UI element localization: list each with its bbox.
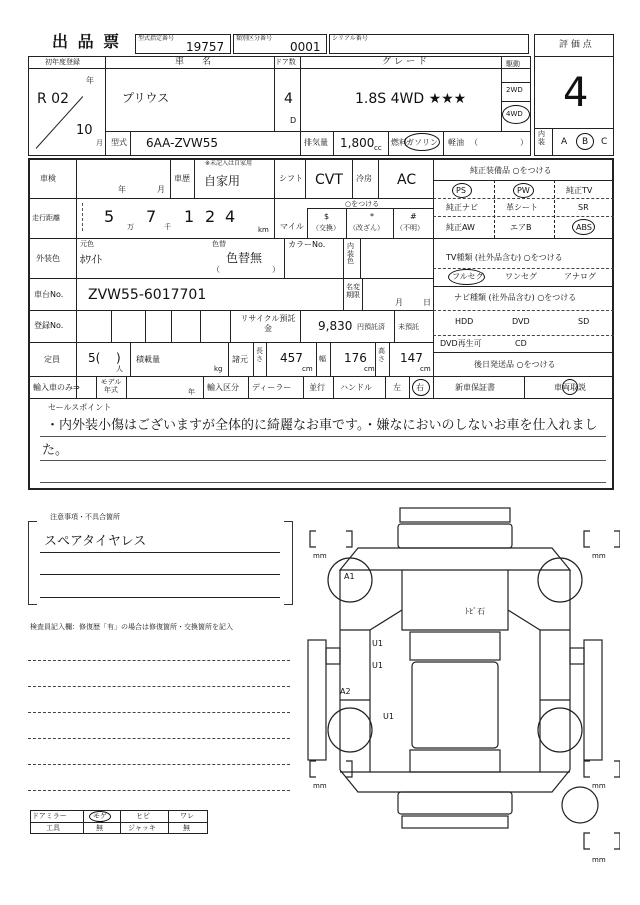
- sales-line1: ・内外装小傷はございますが全体的に綺麗なお車です。・嫌なにおいのしないお車を仕入れまし: [46, 418, 598, 433]
- wid-label: 幅: [319, 355, 326, 363]
- tv-analog: アナログ: [564, 272, 596, 281]
- drive-2wd: 2WD: [506, 86, 523, 94]
- mileage-mark-note: ○をつける: [345, 200, 380, 208]
- tool-value: 無: [96, 824, 103, 832]
- shift-label: シフト: [279, 174, 303, 183]
- displacement-value: 1,800: [340, 136, 375, 150]
- equip-navi: 純正ナビ: [446, 203, 478, 212]
- doors-label: ドア数: [275, 58, 296, 66]
- dims-label: 諸元: [232, 355, 248, 364]
- equip-airbag: エアB: [510, 223, 532, 232]
- mileage-mile: マイル: [280, 222, 304, 231]
- handle-left: 左: [393, 383, 401, 392]
- shaken-month: 月: [157, 185, 165, 194]
- sales-line2: た。: [42, 443, 69, 458]
- interior-b: B: [582, 137, 589, 147]
- interior-color-label: 内装色: [347, 242, 354, 266]
- damage-a1: A1: [344, 572, 355, 581]
- mileage-c3: #: [410, 212, 417, 221]
- car-diagram: [300, 500, 620, 870]
- car-name-label: 車 名: [175, 57, 212, 67]
- mileage-unit: km: [258, 226, 269, 234]
- notes-value: スペアタイヤレス: [44, 534, 147, 549]
- delivery-warranty: 新車保証書: [455, 383, 495, 392]
- tv-oneseg: ワンセグ: [505, 272, 537, 281]
- damage-u1-c: U1: [383, 712, 394, 721]
- mileage-d4: 2: [205, 207, 216, 226]
- mileage-d3: 1: [184, 207, 195, 226]
- tv-fullseg-circle: [448, 269, 485, 285]
- import-year: 年: [188, 388, 195, 396]
- regno-label: 登録No.: [34, 321, 64, 330]
- handle-right: 右: [416, 383, 424, 392]
- mileage-label: 走行距離: [32, 214, 60, 222]
- navi-sd: SD: [578, 317, 590, 326]
- recycle-unit: 円預託済: [357, 323, 385, 331]
- hei-unit: cm: [420, 365, 431, 373]
- damage-u1-b: U1: [372, 661, 383, 670]
- recycle-label: リサイクル預託金: [240, 314, 296, 333]
- meigi-month: 月: [395, 298, 403, 307]
- color-change-value: 色替無: [226, 251, 263, 265]
- mirror-mote: モゲ: [93, 812, 107, 820]
- chassis-value: ZVW55-6017701: [88, 287, 207, 303]
- navi-title: ナビ種類 (社外品含む) ○をつける: [454, 293, 577, 302]
- import-heiko: 並行: [309, 383, 325, 392]
- fuel-alt: 軽油: [448, 138, 464, 147]
- katashiki-value: 19757: [186, 40, 225, 54]
- capacity-label: 定員: [44, 355, 60, 364]
- meigi-label: 名変期限: [346, 283, 360, 299]
- mirror-label: ドアミラー: [32, 812, 67, 820]
- mileage-c2b: （改ざん）: [349, 224, 384, 232]
- wid-unit: cm: [364, 365, 375, 373]
- delivery-title: 後日発送品 ○をつける: [474, 360, 556, 369]
- mirror-mote-circle: [89, 811, 111, 822]
- first-reg-label: 初年度登録: [45, 58, 80, 66]
- mileage-c3b: （不明）: [396, 224, 424, 232]
- mileage-c1b: （交換）: [312, 224, 340, 232]
- notes-bracket-l: [28, 521, 37, 605]
- import-kubun: 輸入区分: [207, 383, 239, 392]
- hei-value: 147: [400, 351, 423, 365]
- ruibetsu-value: 0001: [290, 40, 321, 54]
- handle-label: ハンドル: [340, 383, 372, 392]
- equip-pw: PW: [517, 186, 530, 195]
- mm-tr: mm: [592, 552, 606, 560]
- grade-label: グレード: [382, 57, 431, 67]
- doors-value: 4: [284, 91, 293, 107]
- mileage-d5: 4: [225, 207, 236, 226]
- shaken-year: 年: [118, 185, 126, 194]
- hei-label: 高さ: [378, 347, 385, 363]
- equip-sr: SR: [578, 203, 589, 212]
- model-value: 6AA-ZVW55: [146, 136, 219, 150]
- chassis-label: 車台No.: [34, 290, 64, 299]
- sales-label: セールスポイント: [48, 403, 112, 412]
- color-paren-l: （: [212, 265, 220, 274]
- tv-title: TV種類 (社外品含む) ○をつける: [446, 253, 563, 262]
- navi-cd: CD: [515, 339, 527, 348]
- jack-value: 無: [183, 824, 190, 832]
- delivery-manual-circle: [562, 379, 578, 395]
- displacement-label: 排気量: [304, 138, 328, 147]
- notes-label: 注意事項・不具合箇所: [50, 513, 120, 521]
- tv-fullseg: フルセグ: [452, 272, 484, 281]
- score-value: 4: [563, 70, 589, 116]
- mm-tl: mm: [313, 552, 327, 560]
- model-year-label: モデル年式: [100, 378, 122, 394]
- color-label: 外装色: [36, 254, 60, 263]
- fuel-circle: [404, 133, 440, 151]
- capacity-unit: 人: [116, 365, 123, 373]
- shareki-value: 自家用: [204, 174, 241, 188]
- equip-aw: 純正AW: [446, 223, 475, 232]
- reg-year-unit: 年: [86, 76, 94, 85]
- interior-c: C: [601, 137, 608, 147]
- capacity-value: 5(: [88, 351, 101, 365]
- model-label: 型式: [111, 138, 127, 147]
- wid-value: 176: [344, 351, 367, 365]
- equip-abs-circle: [572, 219, 595, 235]
- inspector-label: 検査員記入欄：修復歴「有」の場合は修復箇所・交換箇所を記入: [30, 623, 233, 631]
- mileage-d2: 7: [146, 207, 157, 226]
- import-dealer: ディーラー: [252, 383, 292, 392]
- shareki-label: 車歴: [174, 174, 190, 183]
- len-value: 457: [280, 351, 303, 365]
- car-name-value: プリウス: [122, 91, 170, 105]
- meigi-day: 日: [423, 298, 431, 307]
- interior-b-circle: [576, 133, 594, 150]
- len-unit: cm: [302, 365, 313, 373]
- grade-value: 1.8S 4WD ★★★: [355, 91, 467, 107]
- mileage-d1: 5: [104, 207, 115, 226]
- mirror-hibi: ヒビ: [136, 812, 150, 820]
- fuel-value: ガソリン: [406, 138, 438, 147]
- equip-ps-circle: [452, 183, 472, 198]
- doors-sub: D: [290, 116, 297, 125]
- serial-label: シリアル番号: [332, 35, 368, 42]
- mirror-ware: ワレ: [180, 812, 194, 820]
- color-orig-value: ﾎﾜｲﾄ: [80, 253, 102, 266]
- interior-a: A: [561, 137, 568, 147]
- drive-4wd: 4WD: [506, 110, 523, 118]
- delivery-manual: 車両取説: [554, 383, 586, 392]
- load-label: 積載量: [136, 355, 160, 364]
- drive-label: 駆動: [506, 60, 520, 68]
- reg-year: R 02: [37, 91, 69, 107]
- import-label: 輸入車のみ⇒: [33, 383, 80, 392]
- equip-leather: 革シート: [506, 203, 538, 212]
- notes-bracket-r: [284, 521, 293, 605]
- mileage-u2: 千: [164, 223, 171, 231]
- shaken-label: 車検: [40, 174, 56, 183]
- equip-tv: 純正TV: [566, 186, 593, 195]
- katashiki-label: 型式指定番号: [138, 35, 175, 42]
- jack-label: ジャッキ: [128, 824, 156, 832]
- len-label: 長さ: [256, 347, 263, 363]
- color-paren-r: ）: [272, 265, 280, 274]
- mm-b: mm: [592, 856, 606, 864]
- mileage-boxes: [82, 203, 273, 231]
- navi-dvdplay: DVD再生可: [440, 339, 482, 348]
- mileage-u1: 万: [127, 223, 134, 231]
- score-label: 評 価 点: [559, 40, 592, 50]
- shareki-note: ※未記入は自家用: [205, 160, 253, 167]
- navi-dvd: DVD: [512, 317, 530, 326]
- mileage-c2: *: [370, 212, 374, 221]
- fuel-paren-r: ）: [520, 138, 528, 147]
- shift-value: CVT: [315, 172, 343, 188]
- tool-label: 工具: [46, 824, 60, 832]
- aircon-label: 冷房: [356, 174, 372, 183]
- aircon-value: AC: [397, 172, 417, 188]
- reg-month: 10: [76, 123, 93, 138]
- mm-bl: mm: [313, 782, 327, 790]
- equip-pw-circle: [513, 183, 534, 198]
- damage-u1-a: U1: [372, 639, 383, 648]
- damage-tobiishi: ﾄﾋﾞ石: [465, 607, 485, 616]
- equip-title: 純正装備品 ○をつける: [470, 166, 552, 175]
- equip-abs: ABS: [576, 223, 592, 232]
- navi-hdd: HDD: [455, 317, 474, 326]
- color-change-label: 色替: [212, 240, 226, 248]
- drive-4wd-circle: [502, 105, 530, 124]
- load-unit: kg: [214, 365, 223, 373]
- mileage-c1: $: [324, 212, 330, 221]
- ruibetsu-label: 類別区分番号: [236, 35, 273, 42]
- reg-month-unit: 月: [96, 139, 103, 147]
- recycle-value: 9,830: [318, 319, 353, 333]
- damage-a2: A2: [340, 687, 351, 696]
- equip-ps: PS: [456, 186, 466, 195]
- fuel-paren-l: （: [470, 138, 478, 147]
- color-orig-label: 元色: [80, 240, 94, 248]
- handle-right-circle: [412, 379, 430, 396]
- fuel-label: 燃料: [391, 138, 407, 147]
- recycle-unpaid: 未預託: [398, 323, 419, 331]
- color-no-label: カラーNo.: [288, 240, 326, 249]
- form-title: 出 品 票: [52, 32, 122, 51]
- mm-br: mm: [592, 782, 606, 790]
- capacity-value2: ): [116, 351, 121, 365]
- interior-grade-label: 内装: [538, 130, 545, 146]
- displacement-unit: cc: [374, 144, 382, 152]
